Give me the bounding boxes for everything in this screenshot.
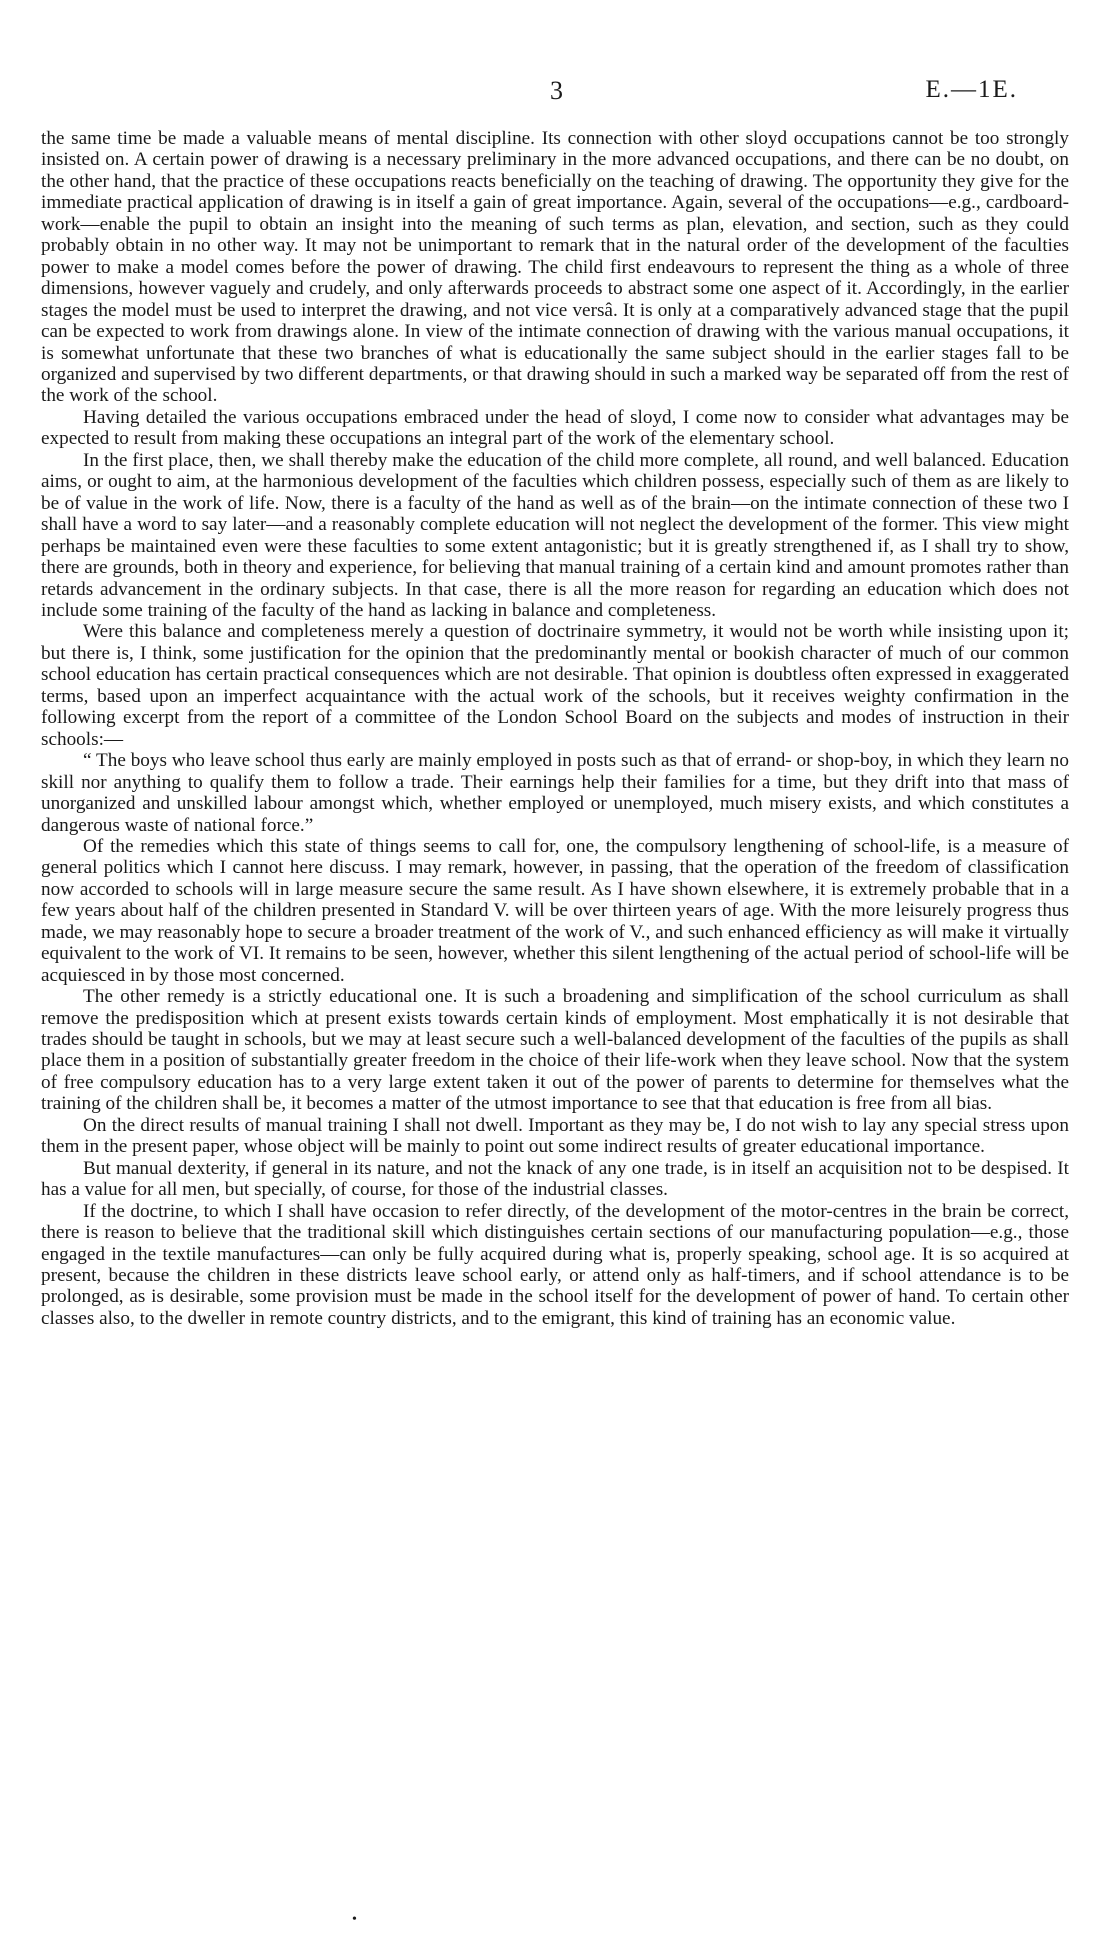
footer-mark: • <box>352 1912 357 1927</box>
page-number: 3 <box>550 76 564 105</box>
paragraph-direct-results: On the direct results of manual training I shall not dwell. Important as they may be, I do not wish to lay any special stress upon them in the present paper, whose object will be mainly to point out some indirect results of greater educational importance. <box>41 1114 1069 1158</box>
paragraph-london-board-quote: “ The boys who leave school thus early are mainly employed in posts such as that of errand- or shop-boy, in which they learn no skill nor anything to qualify them to follow a trade. Their earnings help their families for a time, but they drift into that mass of unorganized and unskilled labour amongst which, whether employed or unemployed, much misery exists, and which constitutes a dangerous waste of national force.” <box>41 750 1069 836</box>
paragraph-doctrinaire-symmetry: Were this balance and completeness merely a question of doctrinaire symmetry, it would not be worth while insisting upon it; but there is, I think, some justification for the opinion that the predominantly mental or bookish character of much of our common school education has certain practical consequences which are not desirable. That opinion is doubtless often expressed in exaggerated terms, based upon an imperfect acquaintance with the actual work of the schools, but it receives weighty confirmation in the following excerpt from the report of a committee of the London School Board on the subjects and modes of instruction in their schools:— <box>41 621 1069 750</box>
paragraph-school-life-lengthening: Of the remedies which this state of things seems to call for, one, the compulsory lengthening of school-life, is a measure of general politics which I cannot here discuss. I may remark, however, in passing, that the operation of the freedom of classification now accorded to schools will in large measure secure the same result. As I have shown elsewhere, it is extremely probable that in a few years about half of the children presented in Standard V. will be over thirteen years of age. With the more leisurely progress thus made, we may reasonably hope to secure a broader treatment of the work of V., and such enhanced efficiency as will make it virtually equivalent to the work of VI. It remains to be seen, however, whether this silent lengthening of the actual period of school-life will be acquiesced in by those most concerned. <box>41 835 1069 986</box>
paragraph-motor-centres: If the doctrine, to which I shall have occasion to refer directly, of the development of the motor-centres in the brain be correct, there is reason to believe that the traditional skill which distinguishes certain sections of our manufacturing population—e.g., those engaged in the textile manufactures—can only be fully acquired during what is, properly speaking, school age. It is so acquired at present, because the children in these districts leave school early, or attend only as half-timers, and if school attendance is to be prolonged, as is desirable, some provision must be made in the school itself for the development of power of hand. To certain other classes also, to the dweller in remote country districts, and to the emigrant, this kind of training has an economic value. <box>41 1200 1069 1329</box>
paragraph-balanced-education: In the first place, then, we shall thereby make the education of the child more complete, all round, and well balanced. Education aims, or ought to aim, at the harmonious development of the faculties which children possess, especially such of them as are likely to be of value in the work of life. Now, there is a faculty of the hand as well as of the brain—on the intimate connection of these two I shall have a word to say later—and a reasonably complete education will not neglect the development of the former. This view might perhaps be maintained even were these faculties to some extent antagonistic; but it is greatly strengthened if, as I shall try to show, there are grounds, both in theory and experience, for believing that manual training of a certain kind and amount promotes rather than retards advancement in the ordinary subjects. In that case, there is all the more reason for regarding an education which does not include some training of the faculty of the hand as lacking in balance and completeness. <box>41 449 1069 621</box>
paragraph-educational-remedy: The other remedy is a strictly educational one. It is such a broadening and simplification of the school curriculum as shall remove the predisposition which at present exists towards certain kinds of employment. Most emphatically it is not desirable that trades should be taught in schools, but we may at least secure such a well-balanced development of the faculties of the pupils as shall place them in a position of substantially greater freedom in the choice of their life-work when they leave school. Now that the system of free compulsory education has to a very large extent taken it out of the power of parents to determine for themselves what the training of the children shall be, it becomes a matter of the utmost importance to see that that education is free from all bias. <box>41 986 1069 1115</box>
body-text <box>41 128 1069 1329</box>
paragraph-drawing-connection: the same time be made a valuable means of mental discipline. Its connection with other sloyd occupations cannot be too strongly insisted on. A certain power of drawing is a necessary preliminary in the more advanced occupations, and there can be no doubt, on the other hand, that the practice of these occupations reacts beneficially on the teaching of drawing. The opportunity they give for the immediate practical application of drawing is in itself a gain of great importance. Again, several of the occupations—e.g., cardboard-work—enable the pupil to obtain an insight into the meaning of such terms as plan, elevation, and section, such as they could probably obtain in no other way. It may not be unimportant to remark that in the natural order of the development of the faculties power to make a model comes before the power of drawing. The child first endeavours to represent the thing as a whole of three dimensions, however vaguely and crudely, and only afterwards proceeds to abstract some one aspect of it. Accordingly, in the earlier stages the model must be used to interpret the drawing, and not vice versâ. It is only at a comparatively advanced stage that the pupil can be expected to work from drawings alone. In view of the intimate connection of drawing with the various manual occupations, it is somewhat unfortunate that these two branches of what is educationally the same subject should in the earlier stages fall to be organized and supervised by two different departments, or that drawing should in such a marked way be separated off from the rest of the work of the school. <box>41 128 1069 407</box>
document-reference: E.—1E. <box>925 76 1018 103</box>
paragraph-manual-dexterity: But manual dexterity, if general in its nature, and not the knack of any one trade, is in itself an acquisition not to be despised. It has a value for all men, but specially, of course, for those of the industrial classes. <box>41 1157 1069 1201</box>
page-header <box>0 76 1114 106</box>
paragraph-advantages-intro: Having detailed the various occupations embraced under the head of sloyd, I come now to consider what advantages may be expected to result from making these occupations an integral part of the work of the elementary school. <box>41 406 1069 450</box>
